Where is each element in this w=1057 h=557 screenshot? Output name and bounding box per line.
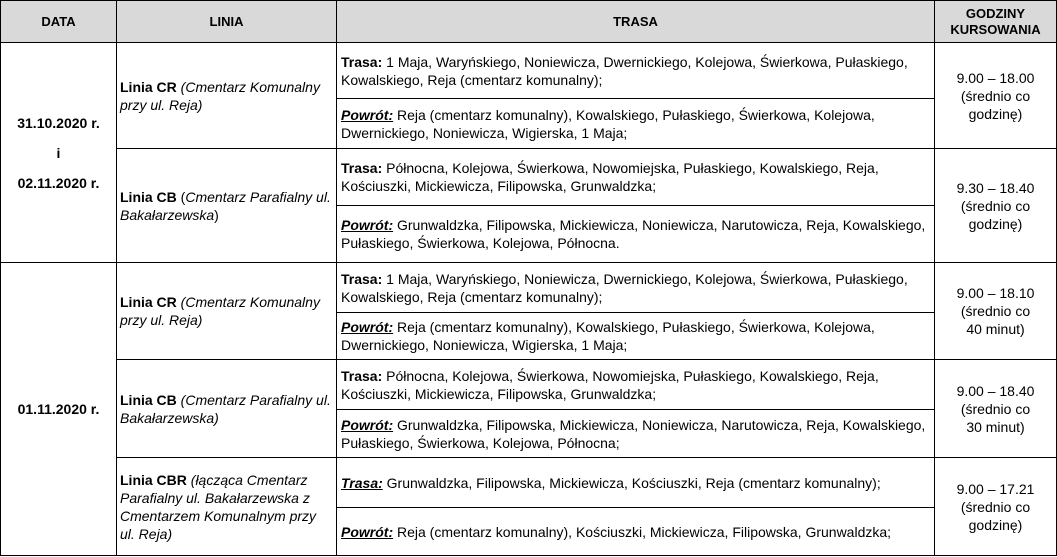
- powrot-label: Powrót:: [341, 319, 394, 335]
- table-row: [1, 263, 1057, 313]
- hours-cell: [935, 458, 1057, 556]
- hours-frequency: (średnio co 40 minut): [960, 303, 1031, 337]
- header-row: [1, 1, 1057, 43]
- date-label: 01.11.2020 r.: [17, 401, 100, 417]
- line-name: Linia CBR: [120, 471, 187, 488]
- powrot-label: Powrót:: [341, 523, 394, 540]
- powrot-text: Reja (cmentarz komunalny), Kościuszki, Mickiewicza, Filipowska, Grunwaldzka;: [393, 523, 892, 540]
- date-cell-2: [1, 263, 117, 556]
- line-name: Linia CB: [120, 188, 177, 205]
- trasa-label: Trasa:: [341, 270, 383, 287]
- line-description: (Cmentarz Komunalny przy ul. Reja): [120, 78, 320, 113]
- hours-cell: [935, 263, 1057, 360]
- table-row: [1, 360, 1057, 410]
- route-trasa: [337, 149, 935, 206]
- line-description: (łącząca Cmentarz Parafialny ul. Bakałarzewska z Cmentarzem Komunalnym przy ul. Reja): [120, 471, 317, 542]
- hours-frequency: (średnio co 30 minut): [960, 400, 1031, 435]
- header-linia: LINIA: [117, 1, 337, 43]
- powrot-text: Grunwaldzka, Filipowska, Mickiewicza, Noniewicza, Narutowicza, Reja, Kowalskiego, Pułaskiego, Świerkowa, Kolejowa, Północna;: [341, 416, 926, 451]
- hours-range: 9.00 – 17.21: [956, 480, 1035, 497]
- line-cell: Linia CB (Cmentarz Parafialny ul. Bakałarzewska): [117, 149, 337, 263]
- hours-frequency: (średnio co godzinę): [960, 498, 1031, 533]
- hours-range: 9.00 – 18.00: [956, 69, 1035, 86]
- hours-range: 9.00 – 18.10: [956, 285, 1035, 301]
- date-label: 02.11.2020 r.: [17, 174, 100, 191]
- powrot-text: Reja (cmentarz komunalny), Kowalskiego, Pułaskiego, Świerkowa, Kolejowa, Dwernickiego, Noniewicza, Wigierska, 1 Maja;: [341, 319, 875, 353]
- powrot-text: Reja (cmentarz komunalny), Kowalskiego, Pułaskiego, Świerkowa, Kolejowa, Dwernickiego, Noniewicza, Wigierska, 1 Maja;: [341, 106, 875, 141]
- header-trasa: TRASA: [337, 1, 935, 43]
- table-row: [1, 458, 1057, 508]
- trasa-label: Trasa:: [341, 474, 383, 491]
- line-cell: [117, 263, 337, 360]
- hours-frequency: (średnio co godzinę): [960, 87, 1031, 122]
- trasa-text: 1 Maja, Waryńskiego, Noniewicza, Dwernickiego, Kolejowa, Świerkowa, Pułaskiego, Kowalskiego, Reja (cmentarz komunalny);: [341, 53, 908, 88]
- line-cell: [117, 360, 337, 458]
- route-trasa: [337, 263, 935, 313]
- powrot-label: Powrót:: [341, 217, 394, 233]
- line-name: Linia CR: [120, 294, 177, 310]
- trasa-text: Północna, Kolejowa, Świerkowa, Nowomiejska, Pułaskiego, Kowalskiego, Reja, Kościuszki, Mickiewicza, Filipowska, Grunwaldzka;: [341, 160, 879, 194]
- date-label: 31.10.2020 r.: [17, 114, 100, 131]
- route-powrot: [337, 99, 935, 149]
- line-description: Cmentarz Parafialny ul. Bakałarzewska: [120, 188, 331, 223]
- hours-cell: [935, 360, 1057, 458]
- line-cell: [117, 458, 337, 556]
- date-cell-1: [1, 43, 117, 263]
- trasa-text: Grunwaldzka, Filipowska, Mickiewicza, Kościuszki, Reja (cmentarz komunalny);: [382, 474, 881, 491]
- route-trasa: [337, 360, 935, 410]
- route-powrot: [337, 313, 935, 360]
- hours-cell: [935, 43, 1057, 149]
- date-connector: i: [56, 144, 61, 161]
- table-row: [1, 43, 1057, 99]
- trasa-label: Trasa:: [341, 367, 383, 384]
- trasa-label: Trasa:: [341, 53, 383, 70]
- powrot-label: Powrót:: [341, 416, 394, 433]
- trasa-label: Trasa:: [341, 160, 383, 176]
- line-cell: [117, 43, 337, 149]
- trasa-text: Północna, Kolejowa, Świerkowa, Nowomiejska, Pułaskiego, Kowalskiego, Reja, Kościuszki, Mickiewicza, Filipowska, Grunwaldzka;: [341, 367, 879, 402]
- hours-cell: [935, 149, 1057, 263]
- route-trasa: [337, 458, 935, 508]
- line-description: (Cmentarz Parafialny ul. Bakałarzewska): [120, 391, 331, 426]
- powrot-label: Powrót:: [341, 106, 394, 123]
- line-name: Linia CR: [120, 78, 177, 95]
- hours-range: 9.30 – 18.40: [956, 179, 1035, 196]
- header-godziny: GODZINY KURSOWANIA: [935, 1, 1057, 43]
- route-powrot: [337, 508, 935, 556]
- line-name: Linia CB: [120, 391, 177, 408]
- route-powrot: [337, 410, 935, 458]
- line-description: (Cmentarz Komunalny przy ul. Reja): [120, 294, 320, 328]
- route-powrot: [337, 206, 935, 263]
- header-data: DATA: [1, 1, 117, 43]
- route-trasa: [337, 43, 935, 99]
- trasa-text: 1 Maja, Waryńskiego, Noniewicza, Dwernickiego, Kolejowa, Świerkowa, Pułaskiego, Kowalskiego, Reja (cmentarz komunalny);: [341, 270, 908, 305]
- powrot-text: Grunwaldzka, Filipowska, Mickiewicza, Noniewicza, Narutowicza, Reja, Kowalskiego, Pułaskiego, Świerkowa, Kolejowa, Północna.: [341, 217, 926, 251]
- table-row: [1, 149, 1057, 206]
- hours-frequency: (średnio co godzinę): [960, 197, 1031, 232]
- hours-range: 9.00 – 18.40: [956, 382, 1035, 399]
